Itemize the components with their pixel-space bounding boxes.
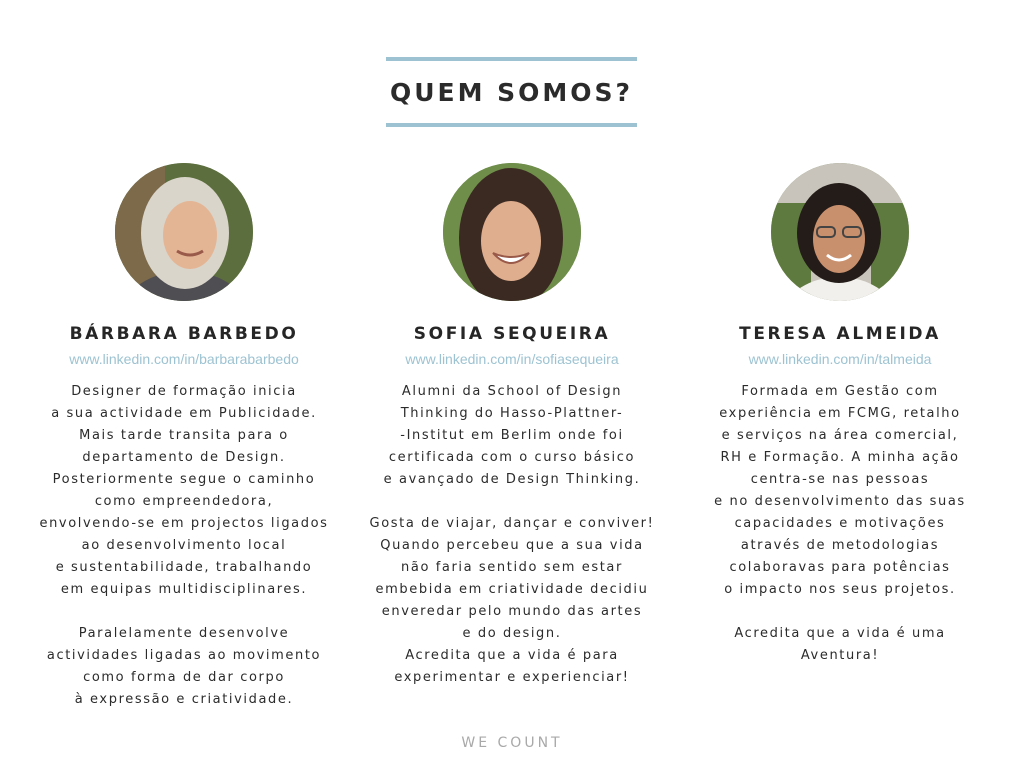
bio-line: Mais tarde transita para o [79,428,289,443]
bio-line: Formada em Gestão com [741,384,939,399]
team-member-sofia [342,163,682,689]
footer-brand: WE COUNT [461,735,563,751]
member-name: TERESA ALMEIDA [739,324,941,344]
member-bio [14,381,354,711]
bio-line: e sustentabilidade, trabalhando [55,560,313,575]
bio-spacer [342,491,682,513]
bio-line: Acredita que a vida é uma [734,626,946,641]
bio-line: à expressão e criatividade. [74,692,294,707]
bio-line: Designer de formação inicia [71,384,297,399]
avatar [443,163,581,301]
linkedin-link[interactable]: www.linkedin.com/in/talmeida [748,351,932,367]
bio-line: o impacto nos seus projetos. [724,582,956,597]
bio-line: e do design. [462,626,562,641]
bio-line: Alumni da School of Design [401,384,623,399]
bio-line: capacidades e motivações [734,516,946,531]
bio-line: -Institut em Berlim onde foi [400,428,624,443]
bio-line: embebida em criatividade decidiu [375,582,649,597]
bio-line: certificada com o curso básico [388,450,636,465]
bio-line: Posteriormente segue o caminho [52,472,316,487]
bio-line: RH e Formação. A minha ação [720,450,960,465]
title-rule-bottom [386,123,637,127]
avatar [115,163,253,301]
bio-line: Paralelamente desenvolve [78,626,290,641]
title-rule-top [386,57,637,61]
bio-line: actividades ligadas ao movimento [46,648,322,663]
bio-line: ao desenvolvimento local [81,538,287,553]
member-bio [342,381,682,689]
bio-line: experiência em FCMG, retalho [719,406,961,421]
team-member-teresa [670,163,1010,667]
avatar [771,163,909,301]
bio-line: enveredar pelo mundo das artes [381,604,643,619]
bio-line: Quando percebeu que a sua vida [380,538,644,553]
bio-line: em equipas multidisciplinares. [60,582,308,597]
bio-line: como empreendedora, [94,494,274,509]
bio-line: e serviços na área comercial, [721,428,959,443]
bio-line: e avançado de Design Thinking. [383,472,641,487]
member-bio [670,381,1010,667]
bio-line: através de metodologias [740,538,940,553]
bio-line: Gosta de viajar, dançar e conviver! [369,516,655,531]
bio-line: Thinking do Hasso-Plattner- [400,406,624,421]
page-header [386,57,637,127]
member-name: SOFIA SEQUEIRA [413,324,611,344]
linkedin-link[interactable]: www.linkedin.com/in/barbarabarbedo [69,351,299,367]
bio-line: não faria sentido sem estar [401,560,623,575]
bio-spacer [14,601,354,623]
bio-line: colaboravas para potências [729,560,951,575]
bio-line: centra-se nas pessoas [750,472,930,487]
bio-line: Acredita que a vida é para [405,648,619,663]
bio-line: Aventura! [800,648,880,663]
bio-line: e no desenvolvimento das suas [714,494,966,509]
page-title: QUEM SOMOS? [389,78,634,107]
bio-line: departamento de Design. [82,450,286,465]
bio-line: como forma de dar corpo [83,670,285,685]
bio-line: experimentar e experienciar! [394,670,630,685]
bio-spacer [670,601,1010,623]
team-member-barbara [14,163,354,711]
bio-line: a sua actividade em Publicidade. [51,406,317,421]
bio-line: envolvendo-se em projectos ligados [39,516,329,531]
member-name: BÁRBARA BARBEDO [69,324,299,344]
linkedin-link[interactable]: www.linkedin.com/in/sofiasequeira [405,351,619,367]
